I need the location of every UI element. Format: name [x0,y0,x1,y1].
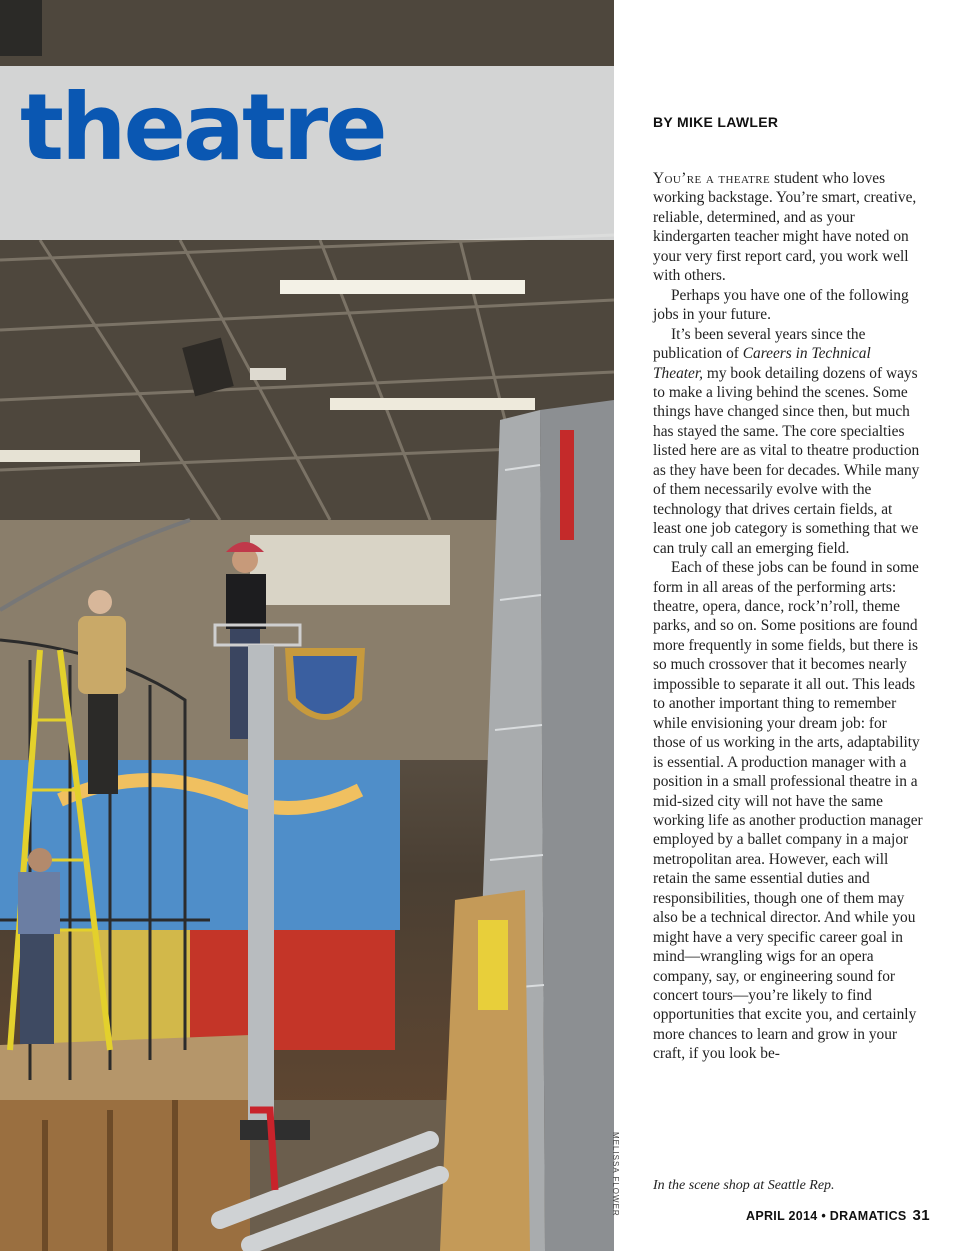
paragraph-4: Each of these jobs can be found in some form in all areas of the performing arts: theatre, opera, dance, rock’n’roll, theme parks, and so on. Some positions are found more frequently in some fields, but there is so much crossover that it becomes nearly impossible to separate it all out. This leads to another important thing to remember while envisioning your dream job: for those of us working in the arts, adaptability is essential. A production manager with a position in a small professional theatre in a mid-sized city will not have the same working life as another production manager employed by a ballet company in a major metropolitan area. However, each will retain the same essential duties and responsibilities, though one of them may also be a technical director. And while you might have a very specific career goal in mind—wrangling wigs for an opera company, say, or engineering sound for concert tours—you’re likely to find opportunities that excite you, and certainly more chances to learn and grow in your craft, if you look be- [653,559,923,1063]
photo-caption: In the scene shop at Seattle Rep. [653,1178,835,1193]
article-body [653,169,923,1064]
paragraph-1-text: student who loves working backstage. You’re smart, creative, reliable, determined, and as your kindergarten teacher might have noted on your very first report card, you work well with others. [653,170,917,285]
page-number: 31 [912,1207,930,1224]
article-title: theatre [20,74,385,181]
issue-label: APRIL 2014 • DRAMATICS [746,1209,907,1223]
byline: BY MIKE LAWLER [653,114,779,130]
book-title: Careers in Technical Theater, [653,345,871,382]
photo-credit: MELISSA FLOWER [611,1132,620,1217]
paragraph-3-before: It’s been several years since the publication of [653,325,866,363]
paragraph-3-after: my book detailing dozens of ways to make a living behind the scenes. Some things have changed since then, but much has stayed the same. The core specialties listed here are as vital to theatre production as they have been for decades. While many of them necessarily evolve with the technology that drives certain fields, at least one job category is something that we can truly call an emerging field. [653,364,920,557]
paragraph-2: Perhaps you have one of the following jobs in your future. [653,286,909,324]
paragraph-3 [653,325,923,558]
paragraph-1 [653,169,923,286]
lead-in-words: You’re a theatre [653,170,771,187]
page-footer [746,1207,930,1224]
